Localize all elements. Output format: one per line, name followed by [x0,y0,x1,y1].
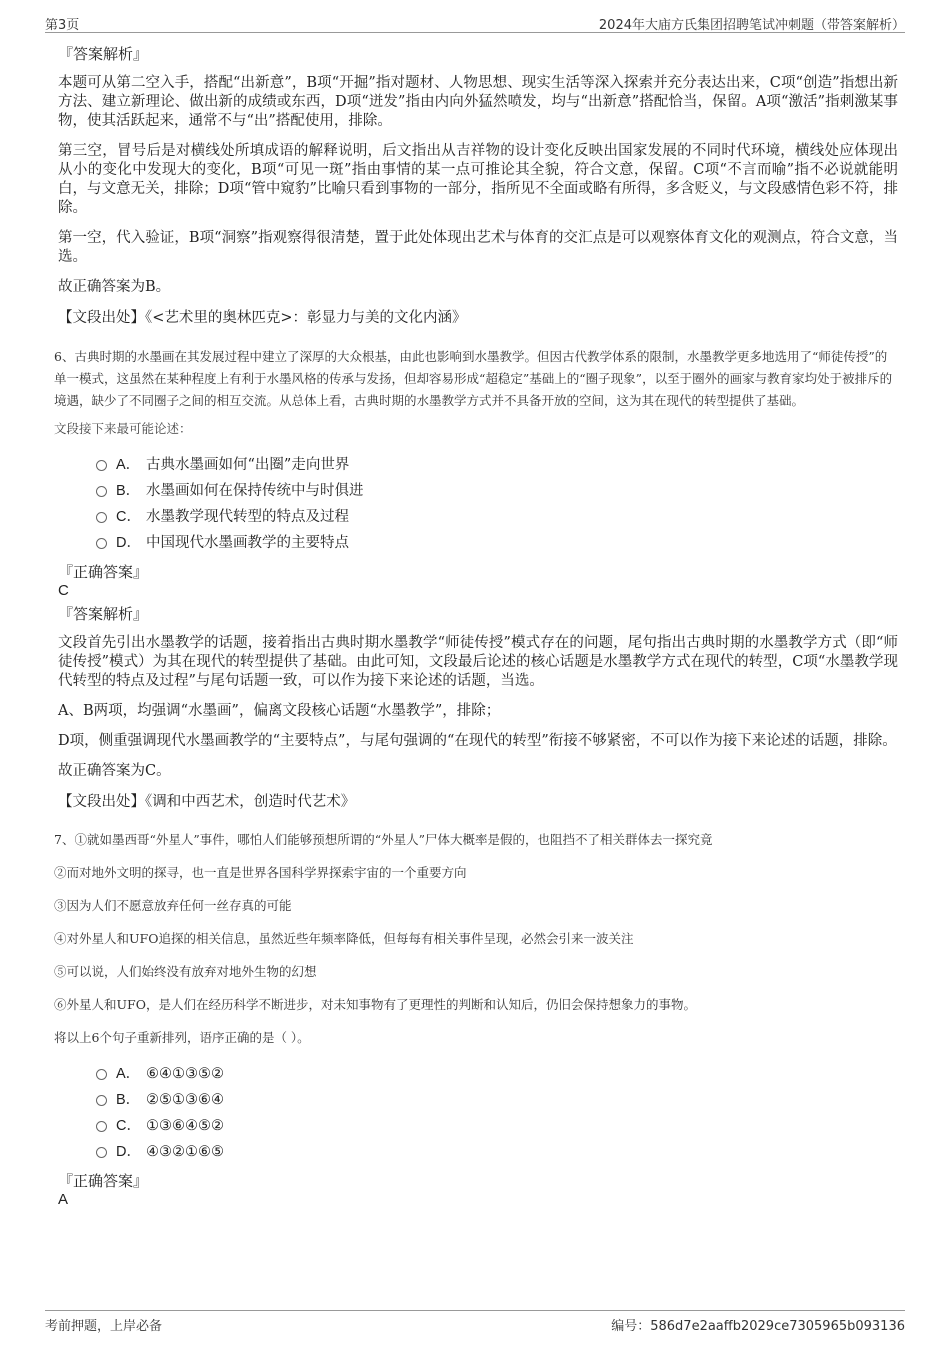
radio-icon[interactable] [96,486,107,497]
page-footer [45,1310,905,1334]
option-c[interactable] [96,504,898,530]
sentence-item: ④对外星人和UFO追探的相关信息，虽然近些年频率降低，但每每有相关事件呈现，必然会引来一波关注 [54,931,634,946]
question-prompt: 将以上6个句子重新排列，语序正确的是（ ）。 [54,1030,310,1045]
option-letter: C． [116,509,141,525]
answer-label: 『正确答案』 [58,1172,149,1190]
option-letter: B． [116,1092,141,1108]
option-letter: D． [116,1144,141,1160]
sentence-item: ⑤可以说，人们始终没有放弃对地外生物的幻想 [54,964,317,979]
document-body [54,38,898,1213]
question-7 [54,830,898,1209]
radio-icon[interactable] [96,1069,107,1080]
option-a[interactable] [96,452,898,478]
option-b[interactable] [96,1087,898,1113]
q5-analysis-section [58,44,898,328]
option-text: ②⑤①③⑥④ [146,1092,224,1108]
answer-label: 『正确答案』 [58,563,149,581]
correct-answer: A [58,1191,69,1208]
option-text: ④③②①⑥⑤ [146,1144,224,1160]
sentence-item: ③因为人们不愿意放弃任何一丝存真的可能 [54,898,292,913]
page-number: 第3页 [45,18,80,33]
analysis-paragraph: 本题可从第二空入手，搭配“出新意”，B项“开掘”指对题材、人物思想、现实生活等深入探索并充分表达出来，C项“创造”指想出新方法、建立新理论、做出新的成绩或东西，D项“迸发”指由内向外猛然喷发，均与“出新意”搭配恰当，保留。A项“激活”指刺激某事物，使其活跃起来，通常不与“出”搭配使用，排除。 [58,75,898,129]
option-letter: B． [116,483,141,499]
option-letter: A． [116,1066,141,1082]
analysis-conclusion: 故正确答案为B。 [58,279,171,295]
radio-icon[interactable] [96,460,107,471]
option-b[interactable] [96,478,898,504]
option-text: 水墨教学现代转型的特点及过程 [146,509,349,525]
analysis-paragraph: A、B两项，均强调“水墨画”，偏离文段核心话题“水墨教学”，排除； [58,703,501,719]
analysis-paragraph: 第三空，冒号后是对横线处所填成语的解释说明，后文指出从吉祥物的设计变化反映出国家发展的不同时代环境，横线处应体现出从小的变化中发现大的变化，B项“可见一斑”指由事情的某一点可推论其全貌，符合文意，保留。C项“不言而喻”指不必说就能明白，与文意无关，排除；D项“管中窥豹”比喻只看到事物的一部分，指所见不全面或略有所得，多含贬义，与文段感情色彩不符，排除。 [58,143,898,216]
analysis-conclusion: 故正确答案为C。 [58,763,171,779]
option-letter: D． [116,535,141,551]
document-title: 2024年大庙方氏集团招聘笔试冲刺题（带答案解析） [598,18,905,33]
option-a[interactable] [96,1061,898,1087]
sentence-item: ②而对地外文明的探寻，也一直是世界各国科学界探索宇宙的一个重要方向 [54,865,467,880]
option-list [96,1061,898,1165]
option-list [96,452,898,556]
option-d[interactable] [96,530,898,556]
option-letter: A． [116,457,141,473]
source-citation: 【文段出处】《<艺术里的奥林匹克>：彰显力与美的文化内涵》 [58,310,467,326]
sentence-item: 7、①就如墨西哥“外星人”事件，哪怕人们能够预想所谓的“外星人”尸体大概率是假的，也阻挡不了相关群体去一探究竟 [54,832,713,847]
option-d[interactable] [96,1139,898,1165]
document-code: 编号：586d7e2aaffb2029ce7305965b093136 [611,1319,905,1334]
analysis-label: 『答案解析』 [58,45,149,63]
analysis-paragraph: 文段首先引出水墨教学的话题，接着指出古典时期水墨教学“师徒传授”模式存在的问题，尾句指出古典时期的水墨教学方式（即“师徒传授”模式）为其在现代的转型提供了基础。由此可知，文段最后论述的核心话题是水墨教学方式在现代的转型，C项“水墨教学现代转型的特点及过程”与尾句话题一致，可以作为接下来论述的话题，当选。 [58,635,898,689]
sentence-item: ⑥外星人和UFO，是人们在经历科学不断进步，对未知事物有了更理性的判断和认知后，仍旧会保持想象力的事物。 [54,997,696,1012]
option-text: 古典水墨画如何“出圈”走向世界 [146,457,350,473]
analysis-label: 『答案解析』 [58,605,149,623]
option-c[interactable] [96,1113,898,1139]
radio-icon[interactable] [96,1121,107,1132]
analysis-paragraph: 第一空，代入验证，B项“洞察”指观察得很清楚，置于此处体现出艺术与体育的交汇点是可以观察体育文化的观测点，符合文意，当选。 [58,230,898,265]
question-prompt: 文段接下来最可能论述： [54,421,192,436]
option-letter: C． [116,1118,141,1134]
correct-answer: C [58,582,69,599]
radio-icon[interactable] [96,538,107,549]
analysis-paragraph: D项，侧重强调现代水墨画教学的“主要特点”，与尾句强调的“在现代的转型”衔接不够紧密，不可以作为接下来论述的话题，排除。 [58,733,897,749]
radio-icon[interactable] [96,1095,107,1106]
source-citation: 【文段出处】《调和中西艺术，创造时代艺术》 [58,794,356,810]
option-text: 中国现代水墨画教学的主要特点 [146,535,349,551]
radio-icon[interactable] [96,512,107,523]
footer-slogan: 考前押题，上岸必备 [45,1319,163,1334]
question-6 [54,346,898,812]
page-header [45,12,905,33]
option-text: ⑥④①③⑤② [146,1066,224,1082]
option-text: 水墨画如何在保持传统中与时俱进 [146,483,364,499]
option-text: ①③⑥④⑤② [146,1118,224,1134]
radio-icon[interactable] [96,1147,107,1158]
question-text: 6、古典时期的水墨画在其发展过程中建立了深厚的大众根基，由此也影响到水墨教学。但因古代教学体系的限制，水墨教学更多地选用了“师徒传授”的单一模式，这虽然在某种程度上有利于水墨风格的传承与发扬，但却容易形成“超稳定”基础上的“圈子现象”，以至于圈外的画家与教育家均处于被排斥的境遇，缺少了不同圈子之间的相互交流。从总体上看，古典时期的水墨教学方式并不具备开放的空间，这为其在现代的转型提供了基础。 [54,349,893,408]
